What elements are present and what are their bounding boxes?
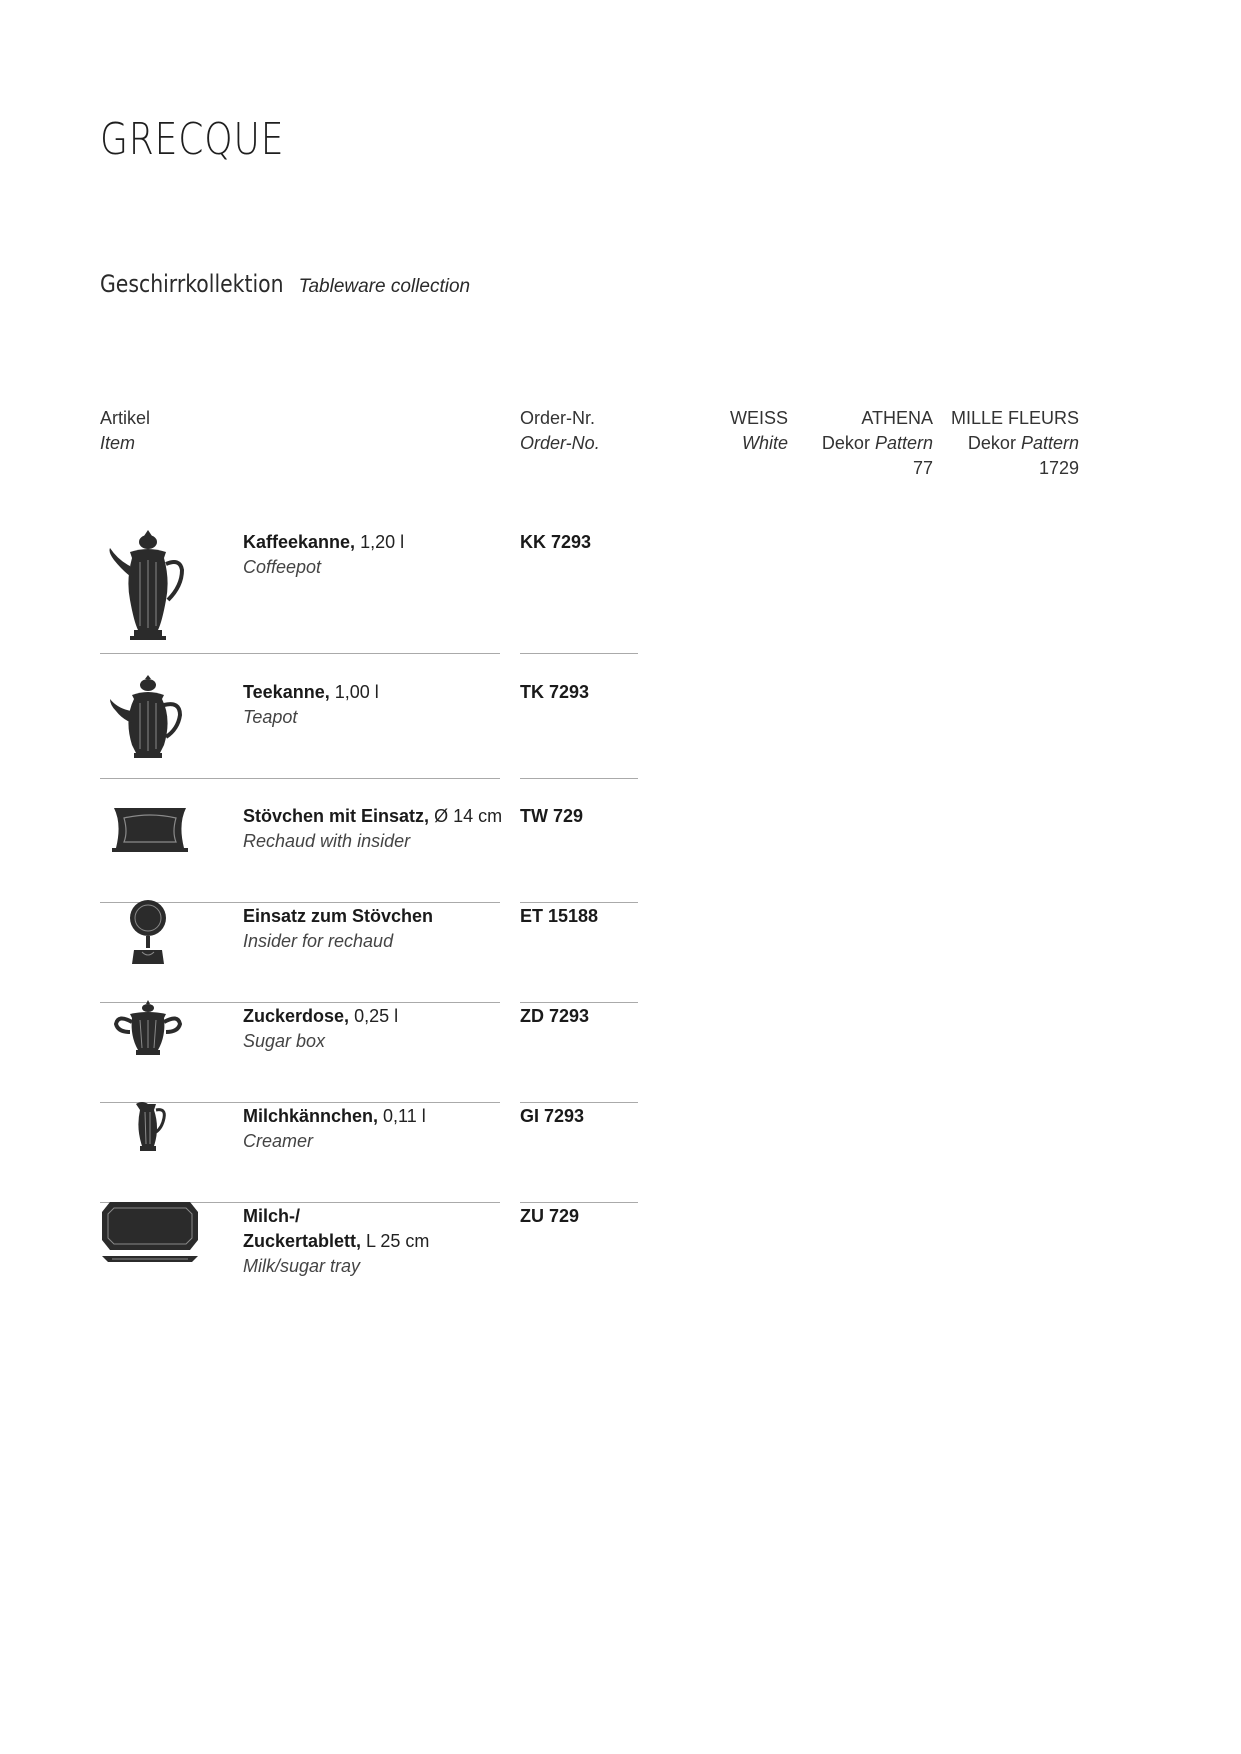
subtitle-de: Geschirrkollektion xyxy=(100,270,284,298)
header-athena-de: ATHENA xyxy=(861,408,933,428)
header-mille-fleurs xyxy=(940,406,1079,481)
coffeepot-icon xyxy=(100,530,200,642)
row-divider xyxy=(100,778,500,779)
creamer-icon xyxy=(100,1098,200,1154)
item-size: Ø 14 cm xyxy=(434,806,503,826)
page-title: GRECQUE xyxy=(100,114,285,165)
order-number: ZD 7293 xyxy=(520,1006,590,1026)
header-weiss xyxy=(680,406,788,456)
row-divider xyxy=(520,778,638,779)
header-weiss-de: WEISS xyxy=(729,408,788,428)
teapot-icon xyxy=(100,675,200,765)
header-order-en: Order-No. xyxy=(520,433,600,453)
item-name-de: Kaffeekanne, xyxy=(243,532,356,552)
item-name-en: Milk/sugar tray xyxy=(243,1256,361,1276)
header-mille-num: 1729 xyxy=(1038,458,1079,478)
item-name-de-2: Zuckertablett, xyxy=(243,1231,362,1251)
order-number: GI 7293 xyxy=(520,1106,585,1126)
row-divider xyxy=(520,902,638,903)
order-number: KK 7293 xyxy=(520,532,592,552)
row-divider xyxy=(100,653,500,654)
header-athena-pattern xyxy=(790,431,933,456)
header-athena-pattern-en: Pattern xyxy=(874,433,933,453)
item-size: 0,25 l xyxy=(354,1006,399,1026)
table-row xyxy=(100,1004,1140,1103)
item-name-de: Zuckerdose, xyxy=(243,1006,350,1026)
header-order xyxy=(520,406,600,456)
insider-icon xyxy=(100,896,200,966)
order-number: ZU 729 xyxy=(520,1206,580,1226)
header-item xyxy=(100,406,150,456)
row-divider xyxy=(520,1202,638,1203)
table-row xyxy=(100,530,1140,654)
order-number: TK 7293 xyxy=(520,682,590,702)
order-number: ET 15188 xyxy=(520,906,599,926)
item-name-de: Milch-/ xyxy=(243,1206,300,1226)
sugar-box-icon xyxy=(100,1000,200,1060)
header-athena-num: 77 xyxy=(912,458,933,478)
row-divider xyxy=(520,1102,638,1103)
order-number: TW 729 xyxy=(520,806,584,826)
table-row xyxy=(100,804,1140,903)
item-name-en: Rechaud with insider xyxy=(243,831,411,851)
item-name-en: Coffeepot xyxy=(243,557,322,577)
table-row xyxy=(100,1104,1140,1203)
item-size: 1,20 l xyxy=(360,532,405,552)
item-name-de: Stövchen mit Einsatz, xyxy=(243,806,430,826)
item-name-de: Einsatz zum Stövchen xyxy=(243,906,434,926)
table-row xyxy=(100,904,1140,1003)
subtitle xyxy=(100,270,470,299)
subtitle-en: Tableware collection xyxy=(298,276,471,297)
rechaud-icon xyxy=(100,804,200,854)
item-name-de: Teekanne, xyxy=(243,682,330,702)
header-mille-de: MILLE FLEURS xyxy=(950,408,1079,428)
item-name-en: Teapot xyxy=(243,707,298,727)
header-order-de: Order-Nr. xyxy=(520,408,596,428)
header-item-de: Artikel xyxy=(100,408,151,428)
item-name-en: Sugar box xyxy=(243,1031,326,1051)
item-name-en: Creamer xyxy=(243,1131,314,1151)
header-mille-dekor: Dekor xyxy=(967,433,1016,453)
item-name-en: Insider for rechaud xyxy=(243,931,394,951)
tray-icon xyxy=(100,1200,200,1266)
header-item-en: Item xyxy=(100,433,136,453)
header-mille-pattern xyxy=(940,431,1079,456)
header-mille-pattern-en: Pattern xyxy=(1020,433,1079,453)
table-row xyxy=(100,1204,1140,1304)
header-athena-dekor: Dekor xyxy=(821,433,870,453)
table-row xyxy=(100,680,1140,779)
row-divider xyxy=(520,1002,638,1003)
header-weiss-en: White xyxy=(741,433,788,453)
header-athena xyxy=(790,406,933,481)
row-divider xyxy=(520,653,638,654)
item-size: L 25 cm xyxy=(366,1231,430,1251)
item-size: 1,00 l xyxy=(334,682,379,702)
item-size: 0,11 l xyxy=(383,1106,426,1126)
item-name-de: Milchkännchen, xyxy=(243,1106,379,1126)
